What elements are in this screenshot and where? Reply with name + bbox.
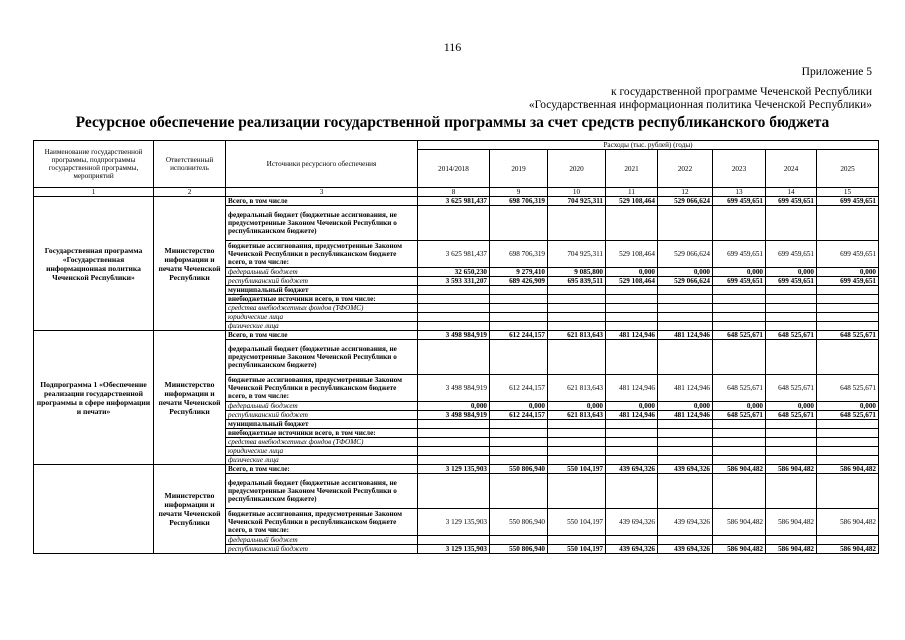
amount-cell — [606, 536, 658, 545]
amount-cell — [658, 429, 713, 438]
amount-cell: 0,000 — [766, 402, 817, 411]
amount-cell: 0,000 — [658, 402, 713, 411]
amount-cell: 699 459,651 — [766, 197, 817, 206]
amount-cell: 550 104,197 — [548, 465, 606, 474]
amount-cell: 439 694,326 — [606, 545, 658, 554]
amount-cell — [606, 340, 658, 375]
amount-cell — [713, 438, 766, 447]
amount-cell: 529 066,624 — [658, 277, 713, 286]
amount-cell — [713, 420, 766, 429]
amount-cell — [766, 295, 817, 304]
funding-source-cell: муниципальный бюджет — [226, 420, 418, 429]
amount-cell: 648 525,671 — [766, 411, 817, 420]
amount-cell — [766, 456, 817, 465]
funding-source-cell: бюджетные ассигнования, предусмотренные Законом Чеченской Республики в республиканском бюджете всего, в том числе: — [226, 241, 418, 268]
amount-cell — [548, 206, 606, 241]
amount-cell — [418, 438, 490, 447]
amount-cell — [490, 474, 548, 509]
column-number: 1 — [34, 188, 154, 197]
amount-cell: 586 904,482 — [817, 509, 879, 536]
amount-cell: 0,000 — [766, 268, 817, 277]
funding-source-cell: Всего, в том числе — [226, 331, 418, 340]
amount-cell: 612 244,157 — [490, 375, 548, 402]
amount-cell: 612 244,157 — [490, 411, 548, 420]
amount-cell — [658, 286, 713, 295]
amount-cell — [418, 206, 490, 241]
amount-cell: 439 694,326 — [606, 465, 658, 474]
amount-cell: 439 694,326 — [658, 465, 713, 474]
amount-cell — [817, 286, 879, 295]
funding-source-cell: бюджетные ассигнования, предусмотренные Законом Чеченской Республики в республиканском бюджете всего, в том числе: — [226, 375, 418, 402]
amount-cell — [490, 304, 548, 313]
amount-cell — [658, 340, 713, 375]
amount-cell: 529 066,624 — [658, 241, 713, 268]
amount-cell — [766, 429, 817, 438]
header-name: Наименование государственной программы, подпрограммы государственной программы, мероприятий — [34, 141, 154, 188]
amount-cell — [490, 420, 548, 429]
amount-cell: 648 525,671 — [713, 411, 766, 420]
amount-cell — [490, 313, 548, 322]
amount-cell — [658, 420, 713, 429]
amount-cell — [418, 456, 490, 465]
amount-cell — [490, 456, 548, 465]
document-title: Ресурсное обеспечение реализации государственной программы за счет средств республиканского бюджета — [75, 114, 830, 131]
header-year: 2023 — [713, 150, 766, 188]
amount-cell: 698 706,319 — [490, 241, 548, 268]
amount-cell: 3 129 135,903 — [418, 545, 490, 554]
amount-cell — [548, 447, 606, 456]
amount-cell — [713, 340, 766, 375]
amount-cell: 0,000 — [606, 402, 658, 411]
amount-cell — [658, 295, 713, 304]
funding-source-cell: республиканский бюджет — [226, 545, 418, 554]
amount-cell — [766, 304, 817, 313]
amount-cell: 0,000 — [606, 268, 658, 277]
amount-cell: 481 124,946 — [658, 331, 713, 340]
amount-cell: 612 244,157 — [490, 331, 548, 340]
amount-cell — [548, 313, 606, 322]
program-name-cell: Подпрограмма 1 «Обеспечение реализации государственной программы в сфере информации и печати» — [34, 331, 154, 465]
table-row — [34, 197, 879, 206]
amount-cell: 698 706,319 — [490, 197, 548, 206]
amount-cell: 0,000 — [418, 402, 490, 411]
amount-cell — [817, 447, 879, 456]
funding-source-cell: юридические лица — [226, 447, 418, 456]
amount-cell — [713, 474, 766, 509]
amount-cell: 695 839,511 — [548, 277, 606, 286]
column-number: 13 — [713, 188, 766, 197]
amount-cell: 0,000 — [658, 268, 713, 277]
amount-cell — [548, 474, 606, 509]
amount-cell: 648 525,671 — [713, 331, 766, 340]
amount-cell: 3 129 135,903 — [418, 509, 490, 536]
amount-cell — [766, 286, 817, 295]
amount-cell: 9 279,410 — [490, 268, 548, 277]
amount-cell — [658, 313, 713, 322]
amount-cell — [548, 304, 606, 313]
amount-cell — [490, 340, 548, 375]
amount-cell — [658, 456, 713, 465]
amount-cell — [490, 206, 548, 241]
amount-cell: 529 108,464 — [606, 197, 658, 206]
amount-cell: 699 459,651 — [817, 197, 879, 206]
funding-source-cell: средства внебюджетных фондов (ТФОМС) — [226, 304, 418, 313]
amount-cell: 3 498 984,919 — [418, 411, 490, 420]
amount-cell: 648 525,671 — [817, 331, 879, 340]
amount-cell — [658, 322, 713, 331]
amount-cell: 699 459,651 — [713, 241, 766, 268]
amount-cell — [766, 447, 817, 456]
amount-cell — [713, 286, 766, 295]
funding-source-cell: федеральный бюджет (бюджетные ассигнования, не предусмотренные Законом Чеченской Республики о республиканском бюджете) — [226, 206, 418, 241]
funding-source-cell: внебюджетные источники всего, в том числе: — [226, 295, 418, 304]
amount-cell: 648 525,671 — [766, 375, 817, 402]
amount-cell — [713, 447, 766, 456]
amount-cell — [418, 536, 490, 545]
amount-cell — [713, 304, 766, 313]
amount-cell — [490, 286, 548, 295]
funding-source-cell: федеральный бюджет — [226, 536, 418, 545]
amount-cell — [658, 536, 713, 545]
column-number: 12 — [658, 188, 713, 197]
header-sources: Источники ресурсного обеспечения — [226, 141, 418, 188]
funding-source-cell: физические лица — [226, 456, 418, 465]
amount-cell: 550 806,940 — [490, 465, 548, 474]
amount-cell — [817, 420, 879, 429]
header-year: 2014/2018 — [418, 150, 490, 188]
header-year: 2021 — [606, 150, 658, 188]
amount-cell — [418, 340, 490, 375]
program-name-cell — [34, 465, 154, 554]
responsible-executor-cell: Министерство информации и печати Чеченской Республики — [154, 331, 226, 465]
amount-cell: 621 813,643 — [548, 331, 606, 340]
amount-cell — [606, 313, 658, 322]
amount-cell — [490, 447, 548, 456]
amount-cell — [658, 206, 713, 241]
amount-cell: 0,000 — [713, 402, 766, 411]
amount-cell — [606, 420, 658, 429]
amount-cell — [548, 456, 606, 465]
funding-source-cell: внебюджетные источники всего, в том числе: — [226, 429, 418, 438]
amount-cell — [658, 438, 713, 447]
amount-cell: 699 459,651 — [817, 277, 879, 286]
amount-cell: 648 525,671 — [817, 411, 879, 420]
amount-cell: 550 806,940 — [490, 545, 548, 554]
column-number: 2 — [154, 188, 226, 197]
amount-cell: 0,000 — [817, 268, 879, 277]
table-row — [34, 465, 879, 474]
amount-cell: 648 525,671 — [766, 331, 817, 340]
amount-cell — [713, 313, 766, 322]
funding-source-cell: бюджетные ассигнования, предусмотренные Законом Чеченской Республики в республиканском бюджете всего, в том числе: — [226, 509, 418, 536]
amount-cell: 0,000 — [548, 402, 606, 411]
amount-cell: 0,000 — [490, 402, 548, 411]
amount-cell: 439 694,326 — [658, 509, 713, 536]
amount-cell — [418, 313, 490, 322]
header-year: 2024 — [766, 150, 817, 188]
amount-cell — [766, 474, 817, 509]
funding-source-cell: Всего, в том числе: — [226, 465, 418, 474]
responsible-executor-cell: Министерство информации и печати Чеченской Республики — [154, 465, 226, 554]
amount-cell: 0,000 — [713, 268, 766, 277]
amount-cell: 3 498 984,919 — [418, 375, 490, 402]
amount-cell — [548, 322, 606, 331]
amount-cell — [817, 456, 879, 465]
amount-cell — [606, 322, 658, 331]
amount-cell: 3 129 135,903 — [418, 465, 490, 474]
column-number: 8 — [418, 188, 490, 197]
responsible-executor-cell: Министерство информации и печати Чеченской Республики — [154, 197, 226, 331]
amount-cell: 699 459,651 — [766, 241, 817, 268]
amount-cell — [817, 322, 879, 331]
amount-cell: 481 124,946 — [606, 375, 658, 402]
amount-cell: 9 085,800 — [548, 268, 606, 277]
amount-cell: 481 124,946 — [606, 411, 658, 420]
program-name-cell: Государственная программа «Государственная информационная политика Чеченской Республики» — [34, 197, 154, 331]
amount-cell — [490, 429, 548, 438]
amount-cell: 3 625 981,437 — [418, 241, 490, 268]
amount-cell: 699 459,651 — [713, 277, 766, 286]
amount-cell: 550 806,940 — [490, 509, 548, 536]
amount-cell: 586 904,482 — [817, 465, 879, 474]
amount-cell — [606, 304, 658, 313]
amount-cell — [817, 206, 879, 241]
table-row — [34, 331, 879, 340]
amount-cell: 704 925,311 — [548, 197, 606, 206]
amount-cell: 529 108,464 — [606, 241, 658, 268]
amount-cell — [418, 447, 490, 456]
amount-cell: 648 525,671 — [817, 375, 879, 402]
amount-cell — [418, 322, 490, 331]
amount-cell: 689 426,909 — [490, 277, 548, 286]
reference-line-1: к государственной программе Чеченской Республики — [611, 86, 872, 98]
amount-cell — [490, 536, 548, 545]
amount-cell: 586 904,482 — [766, 545, 817, 554]
header-year: 2022 — [658, 150, 713, 188]
amount-cell — [817, 536, 879, 545]
amount-cell: 621 813,643 — [548, 375, 606, 402]
amount-cell: 3 593 331,207 — [418, 277, 490, 286]
funding-source-cell: республиканский бюджет — [226, 411, 418, 420]
amount-cell: 481 124,946 — [658, 375, 713, 402]
amount-cell — [606, 474, 658, 509]
amount-cell: 0,000 — [817, 402, 879, 411]
amount-cell: 481 124,946 — [658, 411, 713, 420]
amount-cell — [766, 322, 817, 331]
amount-cell: 550 104,197 — [548, 509, 606, 536]
amount-cell — [658, 304, 713, 313]
amount-cell — [713, 206, 766, 241]
amount-cell — [548, 420, 606, 429]
amount-cell — [606, 456, 658, 465]
amount-cell — [606, 438, 658, 447]
column-number: 3 — [226, 188, 418, 197]
amount-cell: 529 108,464 — [606, 277, 658, 286]
funding-source-cell: республиканский бюджет — [226, 277, 418, 286]
amount-cell: 621 813,643 — [548, 411, 606, 420]
amount-cell — [490, 322, 548, 331]
amount-cell: 586 904,482 — [713, 465, 766, 474]
amount-cell — [817, 340, 879, 375]
amount-cell: 586 904,482 — [766, 509, 817, 536]
amount-cell: 3 625 981,437 — [418, 197, 490, 206]
column-number: 10 — [548, 188, 606, 197]
funding-source-cell: федеральный бюджет (бюджетные ассигнования, не предусмотренные Законом Чеченской Республики о республиканском бюджете) — [226, 340, 418, 375]
header-expenses: Расходы (тыс. рублей) (годы) — [418, 141, 879, 150]
amount-cell — [548, 286, 606, 295]
amount-cell — [766, 206, 817, 241]
amount-cell — [817, 438, 879, 447]
amount-cell — [658, 474, 713, 509]
header-year: 2020 — [548, 150, 606, 188]
amount-cell — [548, 340, 606, 375]
amount-cell: 550 104,197 — [548, 545, 606, 554]
funding-source-cell: юридические лица — [226, 313, 418, 322]
amount-cell: 439 694,326 — [658, 545, 713, 554]
amount-cell — [418, 429, 490, 438]
amount-cell — [490, 295, 548, 304]
amount-cell — [606, 295, 658, 304]
amount-cell — [713, 322, 766, 331]
amount-cell: 32 650,230 — [418, 268, 490, 277]
amount-cell: 586 904,482 — [766, 465, 817, 474]
funding-source-cell: средства внебюджетных фондов (ТФОМС) — [226, 438, 418, 447]
amount-cell — [548, 536, 606, 545]
page-number: 116 — [443, 40, 462, 54]
amount-cell — [606, 429, 658, 438]
amount-cell — [713, 429, 766, 438]
amount-cell: 586 904,482 — [817, 545, 879, 554]
amount-cell — [817, 429, 879, 438]
amount-cell — [713, 536, 766, 545]
amount-cell: 648 525,671 — [713, 375, 766, 402]
amount-cell — [766, 420, 817, 429]
amount-cell — [418, 295, 490, 304]
amount-cell — [418, 304, 490, 313]
amount-cell: 699 459,651 — [766, 277, 817, 286]
amount-cell — [766, 438, 817, 447]
column-number: 11 — [606, 188, 658, 197]
header-year: 2025 — [817, 150, 879, 188]
amount-cell: 699 459,651 — [817, 241, 879, 268]
amount-cell: 586 904,482 — [713, 509, 766, 536]
column-number: 15 — [817, 188, 879, 197]
amount-cell — [713, 295, 766, 304]
amount-cell — [817, 304, 879, 313]
amount-cell — [490, 438, 548, 447]
amount-cell: 586 904,482 — [713, 545, 766, 554]
appendix-label: Приложение 5 — [801, 66, 872, 78]
funding-source-cell: федеральный бюджет — [226, 268, 418, 277]
amount-cell — [418, 286, 490, 295]
amount-cell — [548, 438, 606, 447]
amount-cell — [817, 313, 879, 322]
amount-cell — [713, 456, 766, 465]
funding-source-cell: федеральный бюджет — [226, 402, 418, 411]
amount-cell: 439 694,326 — [606, 509, 658, 536]
funding-source-cell: физические лица — [226, 322, 418, 331]
header-year: 2019 — [490, 150, 548, 188]
amount-cell: 699 459,651 — [713, 197, 766, 206]
amount-cell — [817, 474, 879, 509]
amount-cell — [606, 206, 658, 241]
column-number: 9 — [490, 188, 548, 197]
amount-cell — [418, 474, 490, 509]
column-number: 14 — [766, 188, 817, 197]
amount-cell — [766, 313, 817, 322]
amount-cell: 481 124,946 — [606, 331, 658, 340]
amount-cell — [658, 447, 713, 456]
funding-source-cell: муниципальный бюджет — [226, 286, 418, 295]
amount-cell: 704 925,311 — [548, 241, 606, 268]
amount-cell — [606, 286, 658, 295]
amount-cell — [766, 340, 817, 375]
resource-table — [33, 140, 879, 554]
amount-cell: 529 066,624 — [658, 197, 713, 206]
funding-source-cell: федеральный бюджет (бюджетные ассигнования, не предусмотренные Законом Чеченской Республики о республиканском бюджете) — [226, 474, 418, 509]
header-responsible: Ответственный исполнитель — [154, 141, 226, 188]
amount-cell — [548, 429, 606, 438]
amount-cell — [606, 447, 658, 456]
funding-source-cell: Всего, в том числе — [226, 197, 418, 206]
amount-cell — [548, 295, 606, 304]
amount-cell — [817, 295, 879, 304]
amount-cell: 3 498 984,919 — [418, 331, 490, 340]
amount-cell — [418, 420, 490, 429]
amount-cell — [766, 536, 817, 545]
reference-line-2: «Государственная информационная политика Чеченской Республики» — [528, 99, 872, 111]
